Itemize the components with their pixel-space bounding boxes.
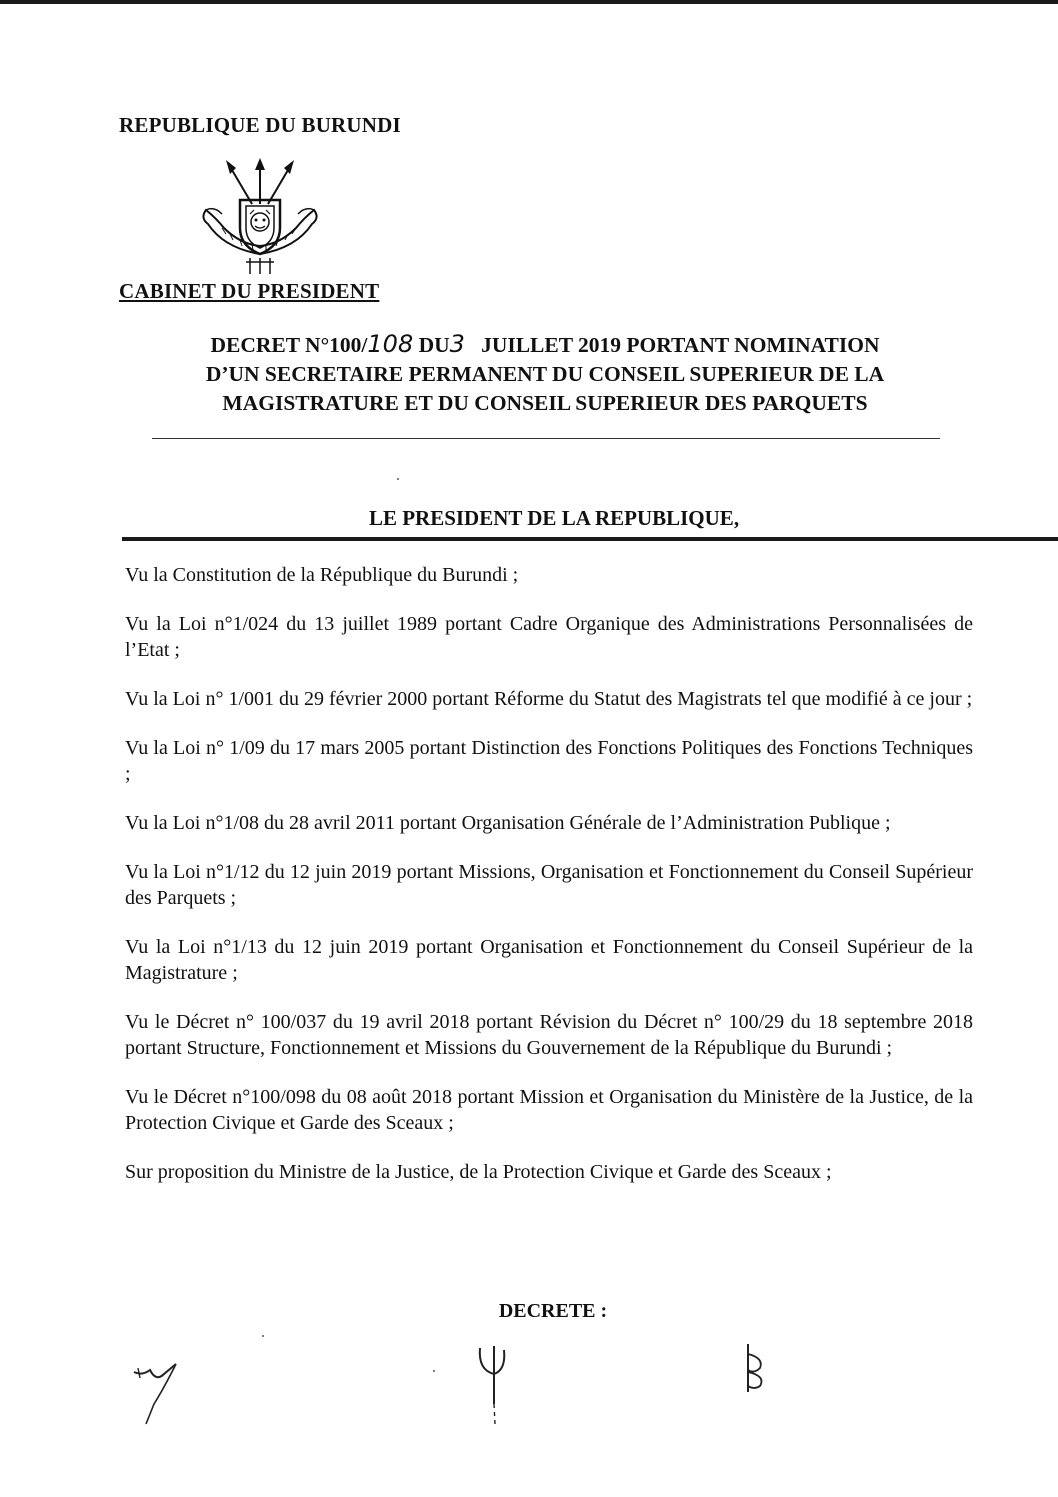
decree-number-handwritten: 108 [367, 330, 414, 358]
consideration-item: Vu la Constitution de la République du Burundi ; [125, 564, 519, 586]
burundi-coat-of-arms-icon [196, 158, 324, 276]
decree-title-line-2: D’UN SECRETAIRE PERMANENT DU CONSEIL SUPERIEUR DE LA [205, 362, 885, 386]
country-name: REPUBLIQUE DU BURUNDI [119, 113, 401, 137]
top-border-scan-line [0, 0, 1058, 4]
cabinet-heading: CABINET DU PRESIDENT [119, 279, 380, 303]
consideration-item: Vu le Décret n° 100/037 du 19 avril 2018 portant Révision du Décret n° 100/29 du 18 septembre 2018 portant Structure, Fonctionnement et Missions du Gouvernement de la République du Burundi ; [125, 1011, 973, 1059]
decree-title-line-3: MAGISTRATURE ET DU CONSEIL SUPERIEUR DES PARQUETS [222, 391, 868, 415]
consideration-item: Vu la Loi n°1/12 du 12 juin 2019 portant Missions, Organisation et Fonctionnement du Conseil Supérieur des Parquets ; [125, 861, 973, 909]
heading-rule [122, 537, 1058, 541]
consideration-item: Vu la Loi n°1/13 du 12 juin 2019 portant Organisation et Fonctionnement du Conseil Supérieur de la Magistrature ; [125, 936, 973, 984]
decree-du-label: DU [413, 333, 450, 357]
title-underline-rule [152, 438, 940, 439]
decree-title [110, 330, 980, 418]
handwritten-initials-left [128, 1340, 198, 1430]
consideration-item: Vu le Décret n°100/098 du 08 août 2018 portant Mission et Organisation du Ministère de la Justice, de la Protection Civique et Garde des Sceaux ; [125, 1086, 973, 1134]
consideration-item: Vu la Loi n°1/08 du 28 avril 2011 portant Organisation Générale de l’Administration Publique ; [125, 812, 891, 834]
considerations-list [125, 562, 973, 1208]
consideration-item: Sur proposition du Ministre de la Justice, de la Protection Civique et Garde des Sceaux ; [125, 1161, 832, 1183]
decree-date-rest: JUILLET 2019 PORTANT NOMINATION [464, 333, 880, 357]
handwritten-initials-center [470, 1340, 520, 1440]
handwritten-initials-right [730, 1340, 780, 1420]
consideration-item: Vu la Loi n° 1/09 du 17 mars 2005 portant Distinction des Fonctions Politiques des Fonctions Techniques ; [125, 737, 973, 785]
scan-speck [262, 1335, 264, 1337]
president-heading: LE PRESIDENT DE LA REPUBLIQUE, [368, 506, 740, 530]
consideration-item: Vu la Loi n°1/024 du 13 juillet 1989 portant Cadre Organique des Administrations Personnalisées de l’Etat ; [125, 613, 973, 661]
decree-title-line-1 [110, 330, 980, 360]
decrete-heading: DECRETE : [498, 1300, 608, 1322]
decree-number-prefix: DECRET N°100/ [210, 333, 368, 357]
consideration-item: Vu la Loi n° 1/001 du 29 février 2000 portant Réforme du Statut des Magistrats tel que modifié à ce jour ; [125, 688, 973, 710]
decree-day-handwritten: 3 [449, 330, 465, 358]
scan-speck [433, 1370, 435, 1372]
scan-speck [397, 478, 399, 480]
